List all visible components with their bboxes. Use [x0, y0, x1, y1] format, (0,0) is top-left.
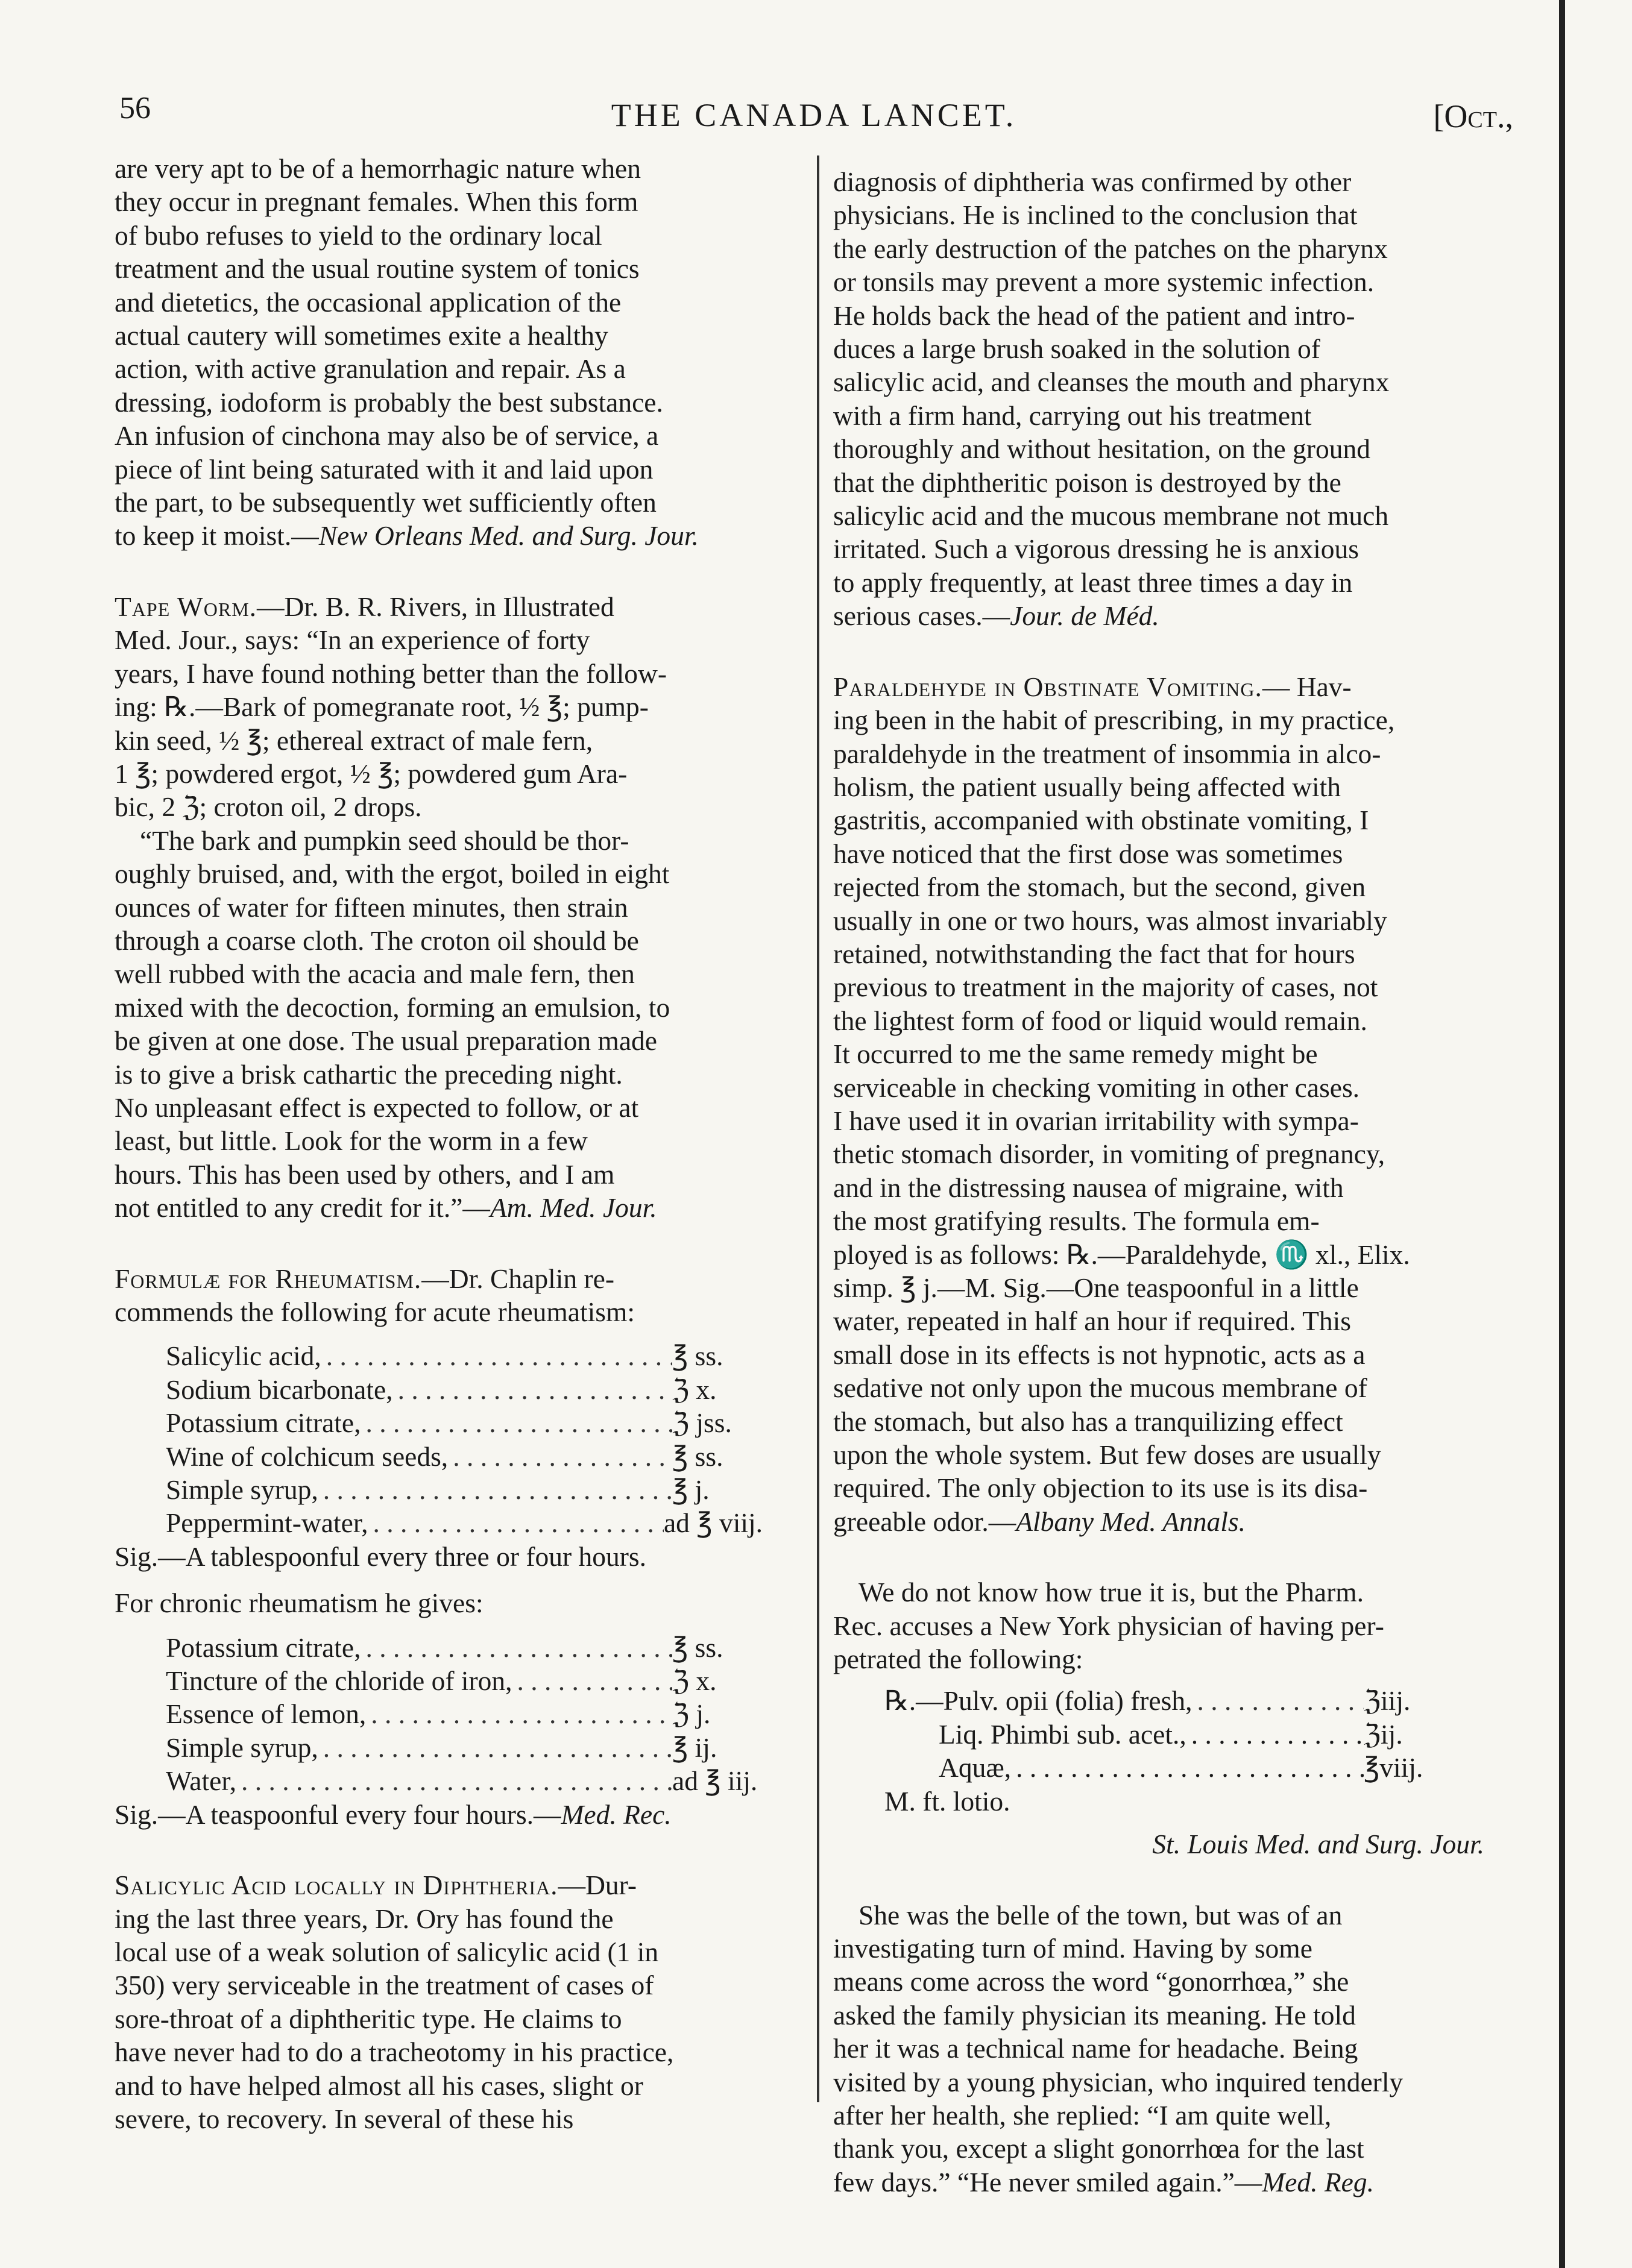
- text-line: severe, to recovery. In several of these his: [115, 2103, 574, 2134]
- text-line: piece of lint being saturated with it and laid upon: [115, 453, 654, 485]
- text-line: commends the following for acute rheumatism:: [115, 1296, 635, 1327]
- text-fragment: —Dur-: [558, 1870, 637, 1901]
- text-line: action, with active granulation and repair. As a: [115, 353, 626, 385]
- text-line: rejected from the stomach, but the second, given: [833, 872, 1366, 903]
- text-line: usually in one or two hours, was almost invariably: [833, 905, 1387, 936]
- ingredient-name: Aquæ,: [939, 1752, 1012, 1783]
- article-heading: Paraldehyde in Obstinate Vomiting.: [833, 671, 1262, 702]
- text-line: salicylic acid and the mucous membrane not much: [833, 500, 1389, 532]
- text-line: mixed with the decoction, forming an emulsion, to: [115, 991, 670, 1023]
- text-line: or tonsils may prevent a more systemic infection.: [833, 266, 1375, 298]
- text-line: kin seed, ½ ℥; ethereal extract of male fern,: [115, 724, 593, 756]
- text-line: they occur in pregnant females. When this form: [115, 186, 638, 218]
- text-fragment: —Dr. B. R. Rivers, in Illustrated: [257, 591, 614, 622]
- right-column: [833, 152, 1520, 2199]
- text-line: the early destruction of the patches on the pharynx: [833, 233, 1388, 264]
- text-line: Med. Jour., says: “In an experience of forty: [115, 624, 590, 656]
- text-line: ing: ℞.—Bark of pomegranate root, ½ ℥; pump-: [115, 691, 649, 723]
- text-line: It occurred to me the same remedy might be: [833, 1038, 1318, 1070]
- text-line: 350) very serviceable in the treatment of cases of: [115, 1970, 654, 2001]
- text-line: Rec. accuses a New York physician of having per-: [833, 1610, 1384, 1641]
- text-fragment: —Dr. Chaplin re-: [421, 1263, 614, 1294]
- text-line: ing the last three years, Dr. Ory has found the: [115, 1903, 614, 1934]
- section-gap: [115, 1831, 796, 1868]
- belle-article: [833, 1899, 1520, 2199]
- diphtheria-continuation: [833, 165, 1520, 633]
- ingredient-name: Essence of lemon,: [166, 1698, 367, 1730]
- text-fragment: few days.” “He never smiled again.”—: [833, 2166, 1262, 2197]
- section-gap: [115, 553, 796, 590]
- article-source: Med. Rec.: [561, 1798, 672, 1830]
- text-line: [833, 670, 1520, 703]
- ingredient-name: Potassium citrate,: [166, 1632, 361, 1663]
- text-line: diagnosis of diphtheria was confirmed by other: [833, 166, 1352, 197]
- tapeworm-article: [115, 590, 796, 1225]
- text-line: [833, 599, 1520, 632]
- text-line: the stomach, but also has a tranquilizing effect: [833, 1406, 1343, 1437]
- prescription-item: [166, 1506, 763, 1539]
- text-fragment: not entitled to any credit for it.”—: [115, 1192, 490, 1224]
- text-line: ounces of water for fifteen minutes, then strain: [115, 891, 628, 923]
- text-line: upon the whole system. But few doses are usually: [833, 1439, 1381, 1471]
- prescription-item: [166, 1631, 763, 1664]
- prescription-item: [166, 1440, 763, 1473]
- text-line: serviceable in checking vomiting in other cases.: [833, 1072, 1360, 1103]
- prescription-item: [166, 1406, 763, 1439]
- text-line: thoroughly and without hesitation, on the ground: [833, 433, 1370, 465]
- text-line: required. The only objection to its use is its disa-: [833, 1472, 1368, 1504]
- text-line: to apply frequently, at least three times a day in: [833, 567, 1353, 598]
- text-line: and in the distressing nausea of migraine, with: [833, 1172, 1344, 1203]
- ingredient-amount: ℨ x.: [672, 1374, 717, 1405]
- pharm-article: [833, 1575, 1520, 1861]
- text-line: We do not know how true it is, but the Pharm.: [859, 1577, 1364, 1608]
- text-line: have never had to do a tracheotomy in his practice,: [115, 2037, 674, 2068]
- text-line: dressing, iodoform is probably the best substance.: [115, 386, 663, 418]
- prescription-item: [166, 1731, 763, 1764]
- text-line: thank you, except a slight gonorrhœa for the last: [833, 2133, 1364, 2164]
- prescription-item: [166, 1339, 763, 1372]
- running-header: [115, 90, 1513, 145]
- prescription-item: [166, 1373, 763, 1406]
- text-line: hours. This has been used by others, and I am: [115, 1158, 615, 1190]
- text-line: holism, the patient usually being affected with: [833, 771, 1341, 802]
- text-line: of bubo refuses to yield to the ordinary local: [115, 219, 602, 251]
- section-gap: [833, 1538, 1520, 1575]
- text-line: the most gratifying results. The formula em-: [833, 1205, 1320, 1237]
- text-line: [115, 519, 796, 552]
- prescription-item: [939, 1718, 1430, 1751]
- ingredient-amount: ℥ ss.: [672, 1440, 723, 1472]
- text-line: small dose in its effects is not hypnotic, acts as a: [833, 1339, 1366, 1370]
- text-line: physicians. He is inclined to the conclusion that: [833, 199, 1358, 231]
- text-line: I have used it in ovarian irritability with sympa-: [833, 1105, 1359, 1136]
- text-line: be given at one dose. The usual preparation made: [115, 1025, 658, 1057]
- prescription-item: [884, 1684, 1430, 1717]
- ingredient-name: Liq. Phimbi sub. acet.,: [939, 1718, 1186, 1750]
- text-line: ing been in the habit of prescribing, in my practice,: [833, 705, 1395, 736]
- text-fragment: Sig.—A teaspoonful every four hours.—: [115, 1798, 561, 1830]
- left-column: [115, 152, 796, 2135]
- text-fragment: greeable odor.—: [833, 1506, 1016, 1537]
- text-line: visited by a young physician, who inquired tenderly: [833, 2066, 1404, 2097]
- text-line: [833, 1505, 1520, 1538]
- ingredient-amount: ℥ ss.: [672, 1340, 723, 1372]
- text-line: have noticed that the first dose was sometimes: [833, 838, 1343, 869]
- text-line: investigating turn of mind. Having by some: [833, 1932, 1312, 1964]
- prescription-sig: Sig.—A tablespoonful every three or four hours.: [115, 1541, 647, 1572]
- text-line: water, repeated in half an hour if required. This: [833, 1305, 1351, 1337]
- article-source: Am. Med. Jour.: [490, 1192, 657, 1224]
- journal-title: THE CANADA LANCET.: [611, 97, 1017, 133]
- text-line: and dietetics, the occasional application of the: [115, 286, 622, 318]
- section-gap: [833, 1861, 1520, 1899]
- ingredient-name: Tincture of the chloride of iron,: [166, 1665, 512, 1697]
- rheumatism-article: [115, 1262, 796, 1832]
- paraldehyde-article: [833, 670, 1520, 1539]
- text-line: 1 ℥; powdered ergot, ½ ℥; powdered gum Ara-: [115, 758, 628, 789]
- text-line: her it was a technical name for headache. Being: [833, 2033, 1358, 2064]
- article-source: Med. Reg.: [1262, 2166, 1374, 2197]
- ingredient-name: Potassium citrate,: [166, 1407, 361, 1439]
- text-line: gastritis, accompanied with obstinate vomiting, I: [833, 805, 1369, 836]
- prescription-end: M. ft. lotio.: [884, 1785, 1010, 1817]
- salicylic-article: [115, 1868, 796, 2135]
- ingredient-name: Wine of colchicum seeds,: [166, 1440, 449, 1472]
- text-line: local use of a weak solution of salicylic acid (1 in: [115, 1936, 659, 1967]
- text-line: is to give a brisk cathartic the preceding night.: [115, 1058, 623, 1090]
- prescription-item: [166, 1697, 763, 1730]
- text-line: are very apt to be of a hemorrhagic nature when: [115, 153, 641, 184]
- text-fragment: to keep it moist.—: [115, 520, 319, 551]
- prescription-item: [166, 1664, 763, 1697]
- text-line: No unpleasant effect is expected to follow, or at: [115, 1092, 639, 1123]
- article-heading: Formulæ for Rheumatism.: [115, 1263, 422, 1294]
- text-line: For chronic rheumatism he gives:: [115, 1588, 484, 1619]
- bubo-article: [115, 152, 796, 553]
- issue-month: [Oct.,: [1433, 98, 1513, 134]
- article-source: St. Louis Med. and Surg. Jour.: [1152, 1829, 1484, 1860]
- text-line: sore-throat of a diphtheritic type. He claims to: [115, 2003, 622, 2034]
- text-line: through a coarse cloth. The croton oil should be: [115, 925, 639, 956]
- text-line: paraldehyde in the treatment of insommia in alco-: [833, 738, 1381, 769]
- text-line: the part, to be subsequently wet sufficiently often: [115, 487, 657, 518]
- text-line: ployed is as follows: ℞.—Paraldehyde, ♏ xl., Elix.: [833, 1239, 1410, 1270]
- text-line: and to have helped almost all his cases, slight or: [115, 2070, 643, 2101]
- text-line: [833, 2166, 1520, 2199]
- ingredient-amount: ℥ ij.: [672, 1732, 717, 1763]
- ingredient-amount: ℨ jss.: [672, 1407, 732, 1439]
- text-line: irritated. Such a vigorous dressing he is anxious: [833, 533, 1359, 565]
- ingredient-name: ℞.—Pulv. opii (folia) fresh,: [884, 1685, 1192, 1717]
- ingredient-name: Simple syrup,: [166, 1732, 318, 1763]
- text-line: He holds back the head of the patient and intro-: [833, 300, 1355, 331]
- prescription-item: [939, 1751, 1430, 1784]
- text-line: salicylic acid, and cleanses the mouth and pharynx: [833, 366, 1390, 398]
- ingredient-amount: ℨ j.: [672, 1698, 711, 1730]
- ingredient-name: Salicylic acid,: [166, 1340, 321, 1372]
- text-line: thetic stomach disorder, in vomiting of pregnancy,: [833, 1139, 1385, 1170]
- text-line: with a firm hand, carrying out his treatment: [833, 400, 1312, 431]
- text-line: least, but little. Look for the worm in a few: [115, 1125, 588, 1157]
- text-line: treatment and the usual routine system of tonics: [115, 253, 640, 284]
- text-line: petrated the following:: [833, 1644, 1083, 1675]
- ingredient-amount: ℨiij.: [1364, 1685, 1411, 1717]
- text-line: actual cautery will sometimes exite a healthy: [115, 320, 608, 351]
- article-source: New Orleans Med. and Surg. Jour.: [318, 520, 699, 551]
- ingredient-amount: ℥ ss.: [672, 1632, 723, 1663]
- ingredient-name: Simple syrup,: [166, 1474, 318, 1506]
- ingredient-name: Sodium bicarbonate,: [166, 1374, 393, 1405]
- prescription-item: [166, 1473, 763, 1506]
- page-edge-shadow: [1559, 0, 1565, 2268]
- article-heading: Salicylic Acid locally in Diphtheria.: [115, 1870, 558, 1901]
- text-line: previous to treatment in the majority of cases, not: [833, 972, 1378, 1003]
- ingredient-name: Peppermint-water,: [166, 1507, 368, 1539]
- article-source: Albany Med. Annals.: [1016, 1506, 1246, 1537]
- ingredient-amount: ad ℥ iij.: [672, 1765, 758, 1797]
- text-line: retained, notwithstanding the fact that for hours: [833, 938, 1355, 969]
- text-line: [115, 1262, 796, 1295]
- text-line: “The bark and pumpkin seed should be thor-: [140, 825, 629, 856]
- prescription-sig: [115, 1798, 796, 1831]
- text-line: the lightest form of food or liquid would remain.: [833, 1005, 1367, 1036]
- ingredient-amount: ℨij.: [1364, 1718, 1403, 1750]
- text-line: [115, 590, 796, 623]
- text-line: sedative not only upon the mucous membrane of: [833, 1372, 1367, 1404]
- column-rule: [817, 155, 819, 2102]
- text-line: An infusion of cinchona may also be of service, a: [115, 420, 659, 451]
- text-fragment: — Hav-: [1262, 671, 1352, 702]
- text-line: well rubbed with the acacia and male fern, then: [115, 958, 635, 990]
- section-gap: [115, 1225, 796, 1262]
- ingredient-name: Water,: [166, 1765, 237, 1797]
- text-line: duces a large brush soaked in the solution of: [833, 333, 1320, 365]
- text-line: [115, 1191, 796, 1224]
- text-line: years, I have found nothing better than the follow-: [115, 658, 667, 689]
- text-line: [115, 1868, 796, 1902]
- page-number: 56: [119, 91, 151, 125]
- ingredient-amount: ℨ x.: [672, 1665, 717, 1697]
- article-source: Jour. de Méd.: [1010, 600, 1159, 632]
- text-fragment: serious cases.—: [833, 600, 1010, 632]
- text-line: after her health, she replied: “I am quite well,: [833, 2099, 1332, 2131]
- text-line: that the diphtheritic poison is destroyed by the: [833, 466, 1341, 498]
- text-line: means come across the word “gonorrhœa,” she: [833, 1966, 1349, 1997]
- text-line: simp. ℥ j.—M. Sig.—One teaspoonful in a little: [833, 1272, 1359, 1303]
- text-line: oughly bruised, and, with the ergot, boiled in eight: [115, 858, 670, 890]
- text-line: bic, 2 ℨ; croton oil, 2 drops.: [115, 791, 422, 823]
- text-line: asked the family physician its meaning. He told: [833, 1999, 1356, 2031]
- text-line: She was the belle of the town, but was of an: [859, 1899, 1343, 1930]
- ingredient-amount: ℥viij.: [1364, 1752, 1423, 1783]
- section-gap: [833, 633, 1520, 670]
- ingredient-amount: ℥ j.: [672, 1474, 710, 1506]
- article-heading: Tape Worm.: [115, 591, 257, 622]
- prescription-item: [166, 1764, 763, 1797]
- ingredient-amount: ad ℥ viij.: [663, 1507, 763, 1539]
